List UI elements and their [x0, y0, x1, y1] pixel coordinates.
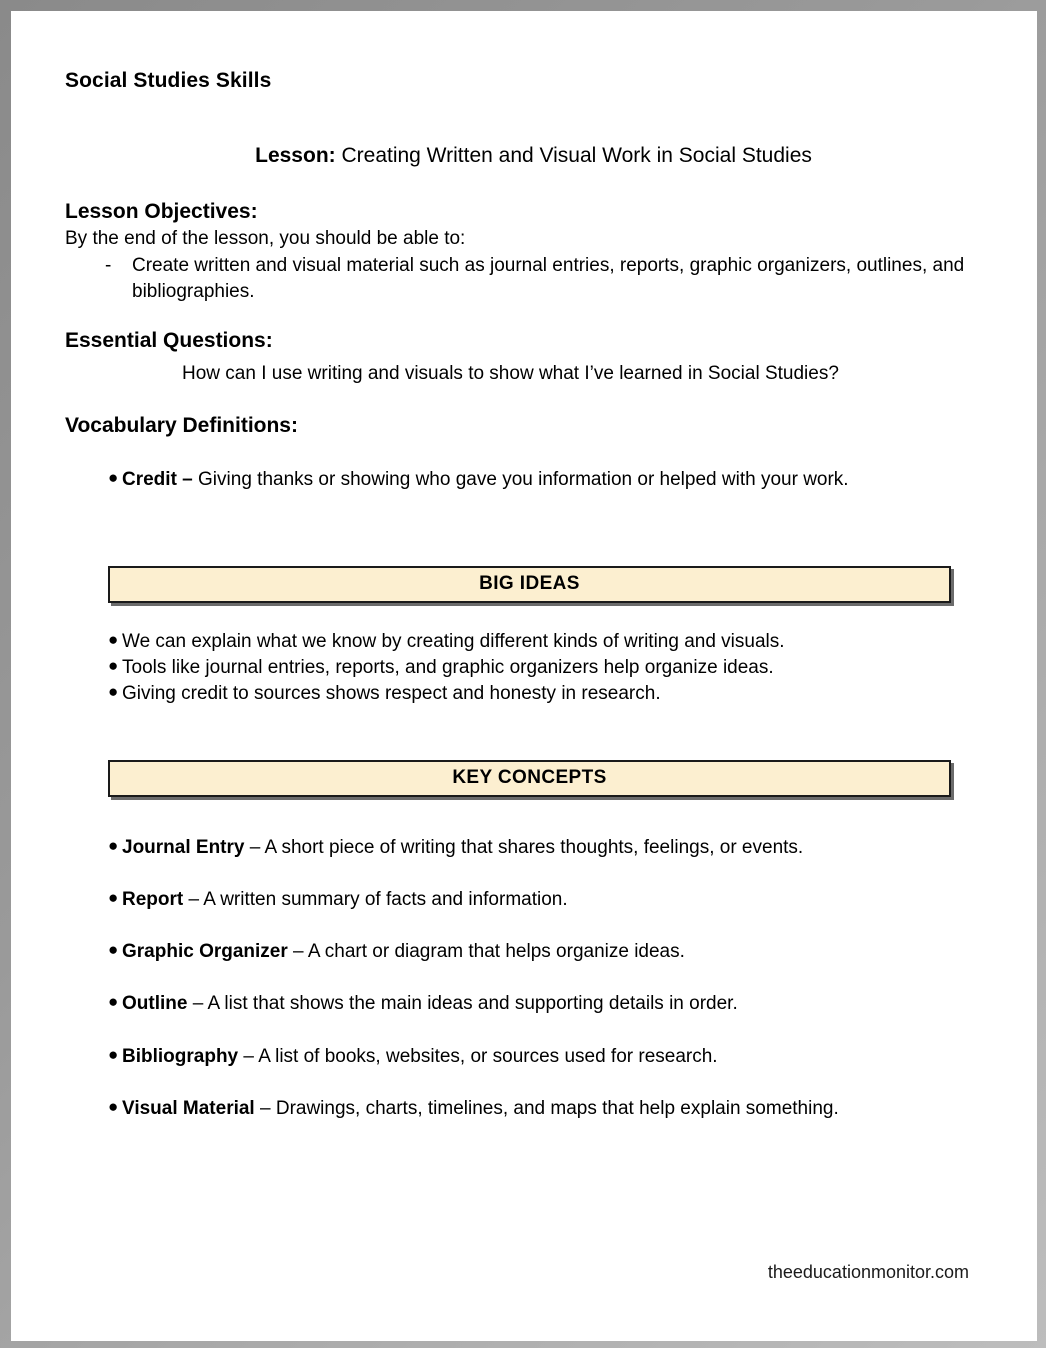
list-item — [65, 629, 1002, 654]
list-item — [65, 467, 1002, 492]
key-concept-term: Report — [122, 888, 184, 910]
objectives-intro: By the end of the lesson, you should be able to: — [65, 228, 466, 249]
lesson-label: Lesson: — [255, 144, 336, 167]
document-page — [11, 11, 1037, 1341]
essential-question-text: How can I use writing and visuals to show what I’ve learned in Social Studies? — [182, 362, 839, 384]
key-concept-definition: – A list of books, websites, or sources used for research. — [238, 1045, 718, 1067]
big-ideas-banner — [108, 566, 951, 603]
big-idea-text: Tools like journal entries, reports, and graphic organizers help organize ideas. — [122, 657, 774, 679]
bullet-icon: ● — [108, 887, 119, 907]
key-concept-definition: – Drawings, charts, timelines, and maps that help explain something. — [254, 1097, 839, 1119]
bullet-icon: ● — [108, 682, 119, 702]
bullet-icon: ● — [108, 467, 119, 487]
key-concept-definition: – A chart or diagram that helps organize ideas. — [287, 941, 685, 963]
key-concept-definition: – A written summary of facts and information. — [183, 888, 568, 910]
bullet-icon: ● — [108, 992, 119, 1012]
list-item — [65, 681, 1002, 706]
section-heading-vocabulary-definitions: Vocabulary Definitions: — [65, 413, 298, 437]
key-concept-term: Outline — [122, 993, 188, 1015]
bullet-icon: ● — [108, 940, 119, 960]
section-heading-essential-questions: Essential Questions: — [65, 328, 273, 352]
bullet-icon: ● — [108, 835, 119, 855]
page-title: Social Studies Skills — [65, 69, 272, 92]
key-concepts-banner — [108, 760, 951, 797]
list-item — [65, 1096, 1002, 1121]
big-ideas-banner-label: BIG IDEAS — [479, 572, 580, 594]
bullet-icon: ● — [108, 1044, 119, 1064]
bullet-icon: ● — [108, 629, 119, 649]
dash-marker: - — [105, 255, 112, 277]
objectives-list — [65, 251, 1002, 304]
key-concept-definition: – A short piece of writing that shares thoughts, feelings, or events. — [244, 836, 804, 858]
list-item — [65, 991, 1002, 1016]
key-concepts-banner-label: KEY CONCEPTS — [452, 766, 607, 788]
list-item — [65, 835, 1002, 860]
document-body — [11, 11, 1037, 1341]
key-concept-definition: – A list that shows the main ideas and supporting details in order. — [187, 993, 738, 1015]
key-concept-term: Visual Material — [122, 1097, 255, 1119]
list-item — [65, 1044, 1002, 1069]
key-concepts-list — [65, 797, 1002, 1122]
vocabulary-term: Credit – — [122, 468, 193, 490]
lesson-title-line — [65, 93, 1002, 168]
big-idea-text: We can explain what we know by creating different kinds of writing and visuals. — [122, 630, 785, 652]
vocabulary-list — [65, 438, 1002, 492]
key-concept-term: Graphic Organizer — [122, 941, 288, 963]
big-idea-text: Giving credit to sources shows respect and honesty in research. — [122, 683, 661, 705]
list-item — [65, 887, 1002, 912]
bullet-icon: ● — [108, 1096, 119, 1116]
list-item — [65, 939, 1002, 964]
section-heading-lesson-objectives: Lesson Objectives: — [65, 200, 258, 223]
list-item — [65, 655, 1002, 680]
key-concept-term: Journal Entry — [122, 836, 245, 858]
bullet-icon: ● — [108, 656, 119, 676]
key-concepts-banner-wrap — [65, 708, 1002, 797]
objective-text: Create written and visual material such as journal entries, reports, graphic organizers, outlines, and bibliographies. — [132, 255, 965, 302]
list-item — [65, 253, 1002, 304]
big-ideas-list — [65, 603, 1002, 707]
footer-watermark: theeducationmonitor.com — [767, 1262, 969, 1282]
big-ideas-banner-wrap — [65, 492, 1002, 603]
lesson-text: Creating Written and Visual Work in Social Studies — [335, 144, 812, 167]
vocabulary-definition: Giving thanks or showing who gave you information or helped with your work. — [192, 468, 849, 490]
key-concept-term: Bibliography — [122, 1045, 239, 1067]
